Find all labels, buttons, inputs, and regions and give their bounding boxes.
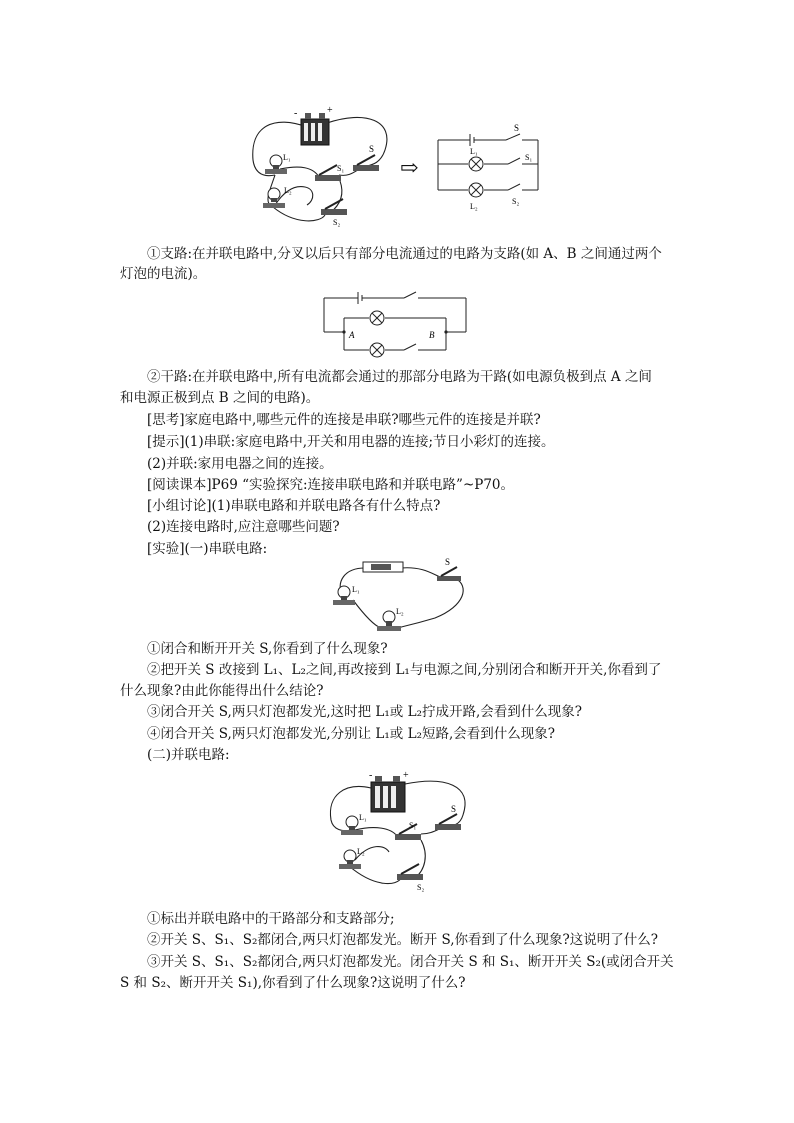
series-l1-label: L₁ (352, 585, 360, 594)
battery-holder-icon (363, 562, 403, 572)
parallel-l1-label: L₁ (359, 813, 367, 822)
schematic-s2-label: S₂ (512, 197, 520, 206)
parallel-question-1: ①标出并联电路中的干路部分和支路部分; (147, 911, 395, 927)
series-question-2-line1: ②把开关 S 改接到 L₁、L₂之间,再改接到 L₁与电源之间,分别闭合和断开开关,你看到了 (147, 662, 662, 678)
lamp-icon (469, 183, 483, 197)
hint-series: [提示](1)串联:家庭电路中,开关和用电器的连接;节日小彩灯的连接。 (147, 434, 555, 450)
branch-definition-line1: ①支路:在并联电路中,分叉以后只有部分电流通过的电路为支路(如 A、B 之间通过两个 (147, 246, 662, 262)
node-a-label: A (349, 330, 355, 340)
switch-s2-label: S₂ (333, 218, 341, 227)
series-question-1: ①闭合和断开开关 S,你看到了什么现象? (147, 641, 388, 657)
node-b-label: B (429, 330, 435, 340)
lamp-icon (370, 311, 384, 325)
lamp-icon (469, 157, 483, 171)
switch-icon (395, 824, 421, 840)
switch-icon (435, 814, 461, 830)
parallel-question-3-line1: ③开关 S、S₁、S₂都闭合,两只灯泡都发光。闭合开关 S 和 S₁、断开开关 S₂(或闭合开关 (147, 954, 674, 970)
series-question-4: ④闭合开关 S,两只灯泡都发光,分别让 L₁或 L₂短路,会看到什么现象? (147, 726, 556, 742)
reading-assignment: [阅读课本]P69 “实验探究:连接串联电路和并联电路”~P70。 (147, 477, 515, 493)
switch-icon (437, 567, 461, 581)
parallel-circuit-physical-diagram (245, 105, 400, 230)
switch-s-label: S (369, 144, 375, 154)
group-discussion-1: [小组讨论](1)串联电路和并联电路各有什么特点? (147, 498, 441, 514)
battery-minus-label: - (294, 108, 298, 119)
transform-arrow-icon: ⇨ (400, 156, 419, 181)
series-circuit-physical-diagram (325, 556, 475, 636)
schematic-s-label: S (514, 123, 520, 133)
parallel-switch-s-label: S (451, 804, 457, 814)
schematic-l1-label: L₁ (470, 147, 478, 156)
parallel-l2-label: L₂ (357, 847, 365, 856)
hint-parallel: (2)并联:家用电器之间的连接。 (147, 456, 333, 472)
series-question-2-line2: 什么现象?由此你能得出什么结论? (120, 683, 324, 699)
parallel-circuit-schematic (430, 120, 550, 220)
series-switch-label: S (445, 557, 451, 567)
battery-icon (301, 113, 329, 145)
parallel-switch-s2-label: S₂ (417, 883, 425, 892)
group-discussion-2: (2)连接电路时,应注意哪些问题? (147, 519, 340, 535)
schematic-s1-label: S₁ (525, 153, 533, 162)
branch-definition-line2: 灯泡的电流)。 (120, 266, 207, 282)
think-question: [思考]家庭电路中,哪些元件的连接是串联?哪些元件的连接是并联? (147, 412, 541, 428)
bulb-l1-label: L₁ (283, 153, 291, 162)
trunk-definition-line2: 和电源正极到点 B 之间的电路)。 (120, 390, 320, 406)
experiment-parallel-heading: (二)并联电路: (147, 747, 230, 763)
experiment-series-heading: [实验](一)串联电路: (147, 541, 268, 557)
parallel-question-2: ②开关 S、S₁、S₂都闭合,两只灯泡都发光。断开 S,你看到了什么现象?这说明了什么? (147, 932, 658, 948)
battery-minus-label: - (369, 770, 373, 781)
switch-icon (321, 199, 347, 215)
series-l2-label: L₂ (396, 607, 404, 616)
trunk-definition-line1: ②干路:在并联电路中,所有电流都会通过的那部分电路为干路(如电源负极到点 A 之间 (147, 369, 652, 385)
bulb-l2-label: L₂ (284, 186, 292, 195)
parallel-experiment-physical-diagram (325, 770, 475, 895)
switch-icon (397, 864, 423, 880)
switch-s1-label: S₁ (337, 164, 345, 173)
series-question-3: ③闭合开关 S,两只灯泡都发光,这时把 L₁或 L₂拧成开路,会看到什么现象? (147, 704, 583, 720)
bulb-icon (263, 188, 285, 208)
battery-icon (371, 776, 405, 812)
parallel-question-3-line2: S 和 S₂、断开开关 S₁),你看到了什么现象?这说明了什么? (120, 975, 466, 991)
lamp-icon (370, 343, 384, 357)
battery-plus-label: + (327, 105, 333, 116)
branch-trunk-schematic (318, 288, 473, 363)
parallel-switch-s1-label: S₁ (409, 821, 417, 830)
schematic-l2-label: L₂ (470, 202, 478, 211)
battery-plus-label: + (403, 770, 409, 781)
